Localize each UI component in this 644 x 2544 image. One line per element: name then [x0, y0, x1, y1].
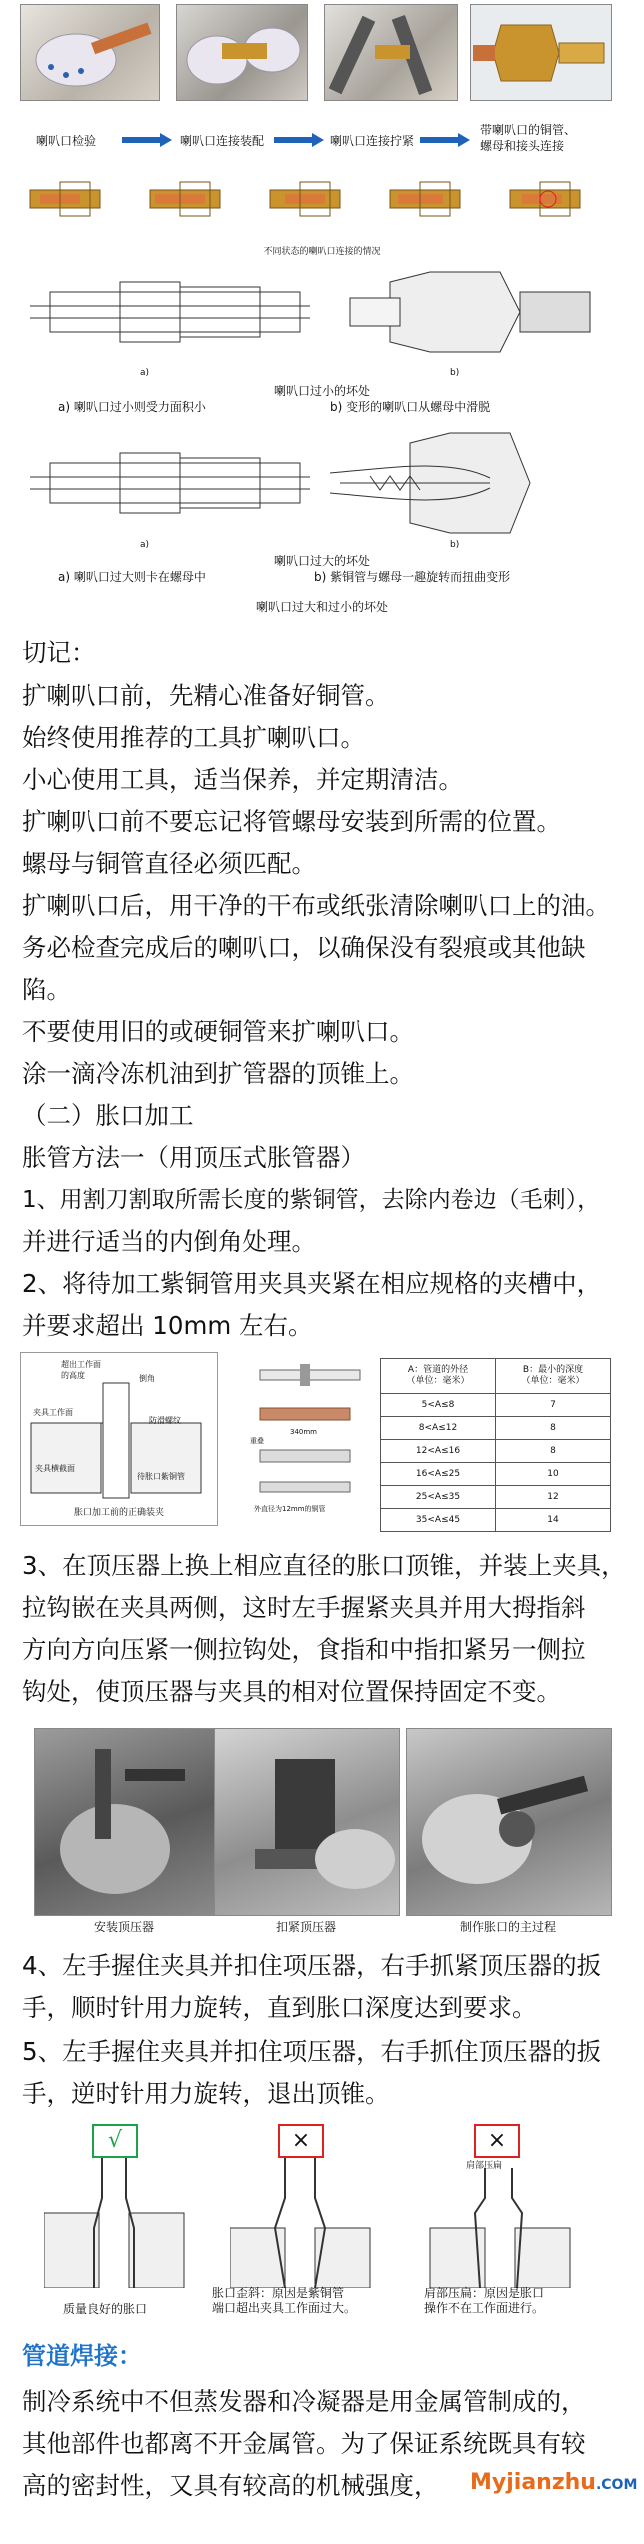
text-line: 1、用割刀割取所需长度的紫铜管，去除内卷边（毛刺），	[22, 1187, 601, 1213]
text-line: 手，顺时针用力旋转，直到胀口深度达到要求。	[22, 1993, 537, 2022]
step-label: 喇叭口连接装配	[180, 134, 265, 148]
flare-states-image	[20, 170, 620, 240]
shoulder-label: 肩部压扁	[466, 2161, 503, 2171]
large-flare-image	[30, 428, 620, 538]
text-line: 胀管方法一（用顶压式胀管器）	[22, 1143, 365, 1172]
hand-tube-image	[21, 5, 159, 100]
text-line: 并进行适当的内倒角处理。	[22, 1227, 316, 1256]
result-caption: 质量良好的胀口	[62, 2302, 147, 2316]
text-line: 拉钩嵌在夹具两侧，这时左手握紧夹具并用大拇指斜	[22, 1593, 586, 1622]
table-cell: 8	[496, 1417, 611, 1440]
arrow-icon	[420, 132, 470, 146]
text-line: 始终使用推荐的工具扩喇叭口。	[22, 723, 365, 752]
fig-label: b)	[450, 540, 460, 550]
wrench-image	[325, 5, 457, 100]
table-cell: 7	[496, 1394, 611, 1417]
table-row	[381, 1440, 611, 1463]
tube-label: 外直径为12mm的铜管	[254, 1505, 326, 1513]
text-line: 螺母与铜管直径必须匹配。	[22, 849, 316, 878]
large-flare-b-desc: b) 紫铜管与螺母一趣旋转而扭曲变形	[314, 570, 511, 584]
flare-states-row	[20, 170, 620, 240]
fig-label: b)	[450, 368, 460, 378]
clamp-image	[21, 1353, 217, 1503]
photo-caption: 安装顶压器	[93, 1920, 154, 1934]
section-subheading: （二）胀口加工	[22, 1101, 194, 1130]
clamp-label: 夹具横截面	[35, 1464, 75, 1473]
result-mark-box: √	[92, 2124, 138, 2158]
watermark-jianzhu: jianzhu	[506, 2470, 596, 2495]
result-mark-box: ×	[278, 2124, 324, 2158]
clamp-label: 夹具工作面	[33, 1408, 73, 1417]
tube-label: 重叠	[250, 1437, 264, 1445]
result-good	[44, 2124, 214, 2284]
skewed-flare-image	[230, 2158, 400, 2288]
text-line: 4、左手握住夹具并扣住项压器，右手抓紧顶压器的扳	[22, 1951, 602, 1980]
table-cell: 35<A≤45	[381, 1509, 496, 1532]
result-skewed	[230, 2124, 400, 2284]
text-line: 涂一滴冷冻机油到扩管器的顶锥上。	[22, 1059, 414, 1088]
clamp-label: 待胀口紫铜管	[137, 1472, 185, 1481]
table-header: A：管道的外径 （单位：毫米）	[381, 1359, 496, 1394]
table-row	[381, 1486, 611, 1509]
step-label: 带喇叭口的铜管、 螺母和接头连接	[480, 123, 577, 153]
tube-label: 340mm	[290, 1428, 317, 1436]
step-label: 喇叭口连接拧紧	[330, 134, 415, 148]
site-watermark	[470, 2470, 637, 2495]
photo-clamp-press	[214, 1728, 400, 1916]
table-cell: 8	[496, 1440, 611, 1463]
table-row	[381, 1463, 611, 1486]
flare-states-caption: 不同状态的喇叭口连接的情况	[263, 247, 381, 257]
assembly-image	[177, 5, 307, 100]
table-cell: 12<A≤16	[381, 1440, 496, 1463]
small-flare-image	[30, 262, 620, 362]
arrow-icon	[122, 132, 172, 146]
text-line: 扩喇叭口后，用干净的干布或纸张清除喇叭口上的油。	[22, 891, 610, 920]
table-cell: 14	[496, 1509, 611, 1532]
result-flattened	[420, 2124, 610, 2284]
clamp-label: 倒角	[139, 1374, 155, 1383]
small-flare-diagram	[30, 262, 620, 362]
text-line: 手，逆时针用力旋转，退出顶锥。	[22, 2079, 390, 2108]
text-line: 切记：	[22, 638, 96, 667]
section-heading: 管道焊接：	[22, 2342, 142, 2370]
small-flare-title: 喇叭口过小的坏处	[273, 384, 370, 398]
table-row	[381, 1509, 611, 1532]
table-cell: 25<A≤35	[381, 1486, 496, 1509]
figure-caption: 喇叭口过大和过小的坏处	[255, 600, 388, 614]
text-line: 5、左手握住夹具并扣住项压器，右手抓住顶压器的扳	[22, 2037, 602, 2066]
fig-label: a)	[140, 368, 150, 378]
text-line: 钩处，使顶压器与夹具的相对位置保持固定不变。	[22, 1677, 561, 1706]
large-flare-diagram	[30, 428, 620, 538]
table-cell: 5<A≤8	[381, 1394, 496, 1417]
table-header: B：最小的深度 （单位：毫米）	[496, 1359, 611, 1394]
text-line: 小心使用工具，适当保养，并定期清洁。	[22, 765, 463, 794]
step-label: 喇叭口检验	[36, 134, 97, 148]
good-flare-image	[44, 2158, 214, 2288]
large-flare-title: 喇叭口过大的坏处	[273, 554, 370, 568]
watermark-com: .COM	[595, 2477, 638, 2493]
fig-label: a)	[140, 540, 150, 550]
table-cell: 10	[496, 1463, 611, 1486]
text-line: 不要使用旧的或硬铜管来扩喇叭口。	[22, 1017, 414, 1046]
text-line: 高的密封性，又具有较高的机械强度，	[22, 2471, 439, 2500]
arrow-icon	[274, 132, 324, 146]
text-line: 扩喇叭口前，先精心准备好铜管。	[22, 681, 390, 710]
clamp-caption: 胀口加工前的正确装夹	[73, 1508, 164, 1518]
text-line: 扩喇叭口前不要忘记将管螺母安装到所需的位置。	[22, 807, 561, 836]
photo-flare-connected	[470, 4, 612, 101]
small-flare-b-desc: b) 变形的喇叭口从螺母中滑脱	[330, 400, 491, 414]
large-flare-a-desc: a) 喇叭口过大则卡在螺母中	[58, 570, 206, 584]
photo-main-process	[406, 1728, 612, 1916]
depth-table	[380, 1358, 611, 1532]
table-cell: 16<A≤25	[381, 1463, 496, 1486]
text-line: 陷。	[22, 975, 71, 1004]
small-flare-a-desc: a) 喇叭口过小则受力面积小	[58, 400, 206, 414]
text-line: 方向方向压紧一侧拉钩处，食指和中指扣紧另一侧拉	[22, 1635, 586, 1664]
photo-flare-tighten	[324, 4, 458, 101]
text-line: 3、在顶压器上换上相应直径的胀口顶锥，并装上夹具，	[22, 1551, 626, 1580]
photo-flare-check	[20, 4, 160, 101]
text-line: 其他部件也都离不开金属管。为了保证系统既具有较	[22, 2429, 586, 2458]
tube-stages-image	[250, 1352, 370, 1524]
text-line: 务必检查完成后的喇叭口，以确保没有裂痕或其他缺	[22, 933, 586, 962]
photo-install-press	[34, 1728, 216, 1916]
table-row	[381, 1394, 611, 1417]
result-caption: 胀口歪斜：原因是紫铜管 端口超出夹具工作面过大。	[212, 2286, 357, 2315]
text-line: 并要求超出 10mm 左右。	[22, 1311, 313, 1340]
flattened-flare-image	[420, 2158, 610, 2288]
photo-caption: 制作胀口的主过程	[459, 1920, 556, 1934]
main-process-image	[407, 1729, 611, 1915]
table-row	[381, 1417, 611, 1440]
clamp-label: 超出工作面的高度	[61, 1360, 101, 1380]
result-mark-box: ×	[474, 2124, 520, 2158]
clamp-diagram	[20, 1352, 218, 1526]
watermark-my: My	[470, 2470, 507, 2495]
text-line: 制冷系统中不但蒸发器和冷凝器是用金属管制成的，	[22, 2387, 586, 2416]
clamp-label: 防滑螺纹	[149, 1416, 181, 1425]
table-cell: 8<A≤12	[381, 1417, 496, 1440]
table-cell: 12	[496, 1486, 611, 1509]
text-line: 2、将待加工紫铜管用夹具夹紧在相应规格的夹槽中，	[22, 1269, 602, 1298]
clamp-press-image	[215, 1729, 399, 1915]
fitting-image	[471, 5, 611, 100]
photo-caption: 扣紧顶压器	[275, 1920, 336, 1934]
photo-flare-assembly	[176, 4, 308, 101]
press-hand-image	[35, 1729, 215, 1915]
result-caption: 肩部压扁：原因是胀口 操作不在工作面进行。	[424, 2286, 545, 2315]
tube-stages	[250, 1352, 370, 1524]
